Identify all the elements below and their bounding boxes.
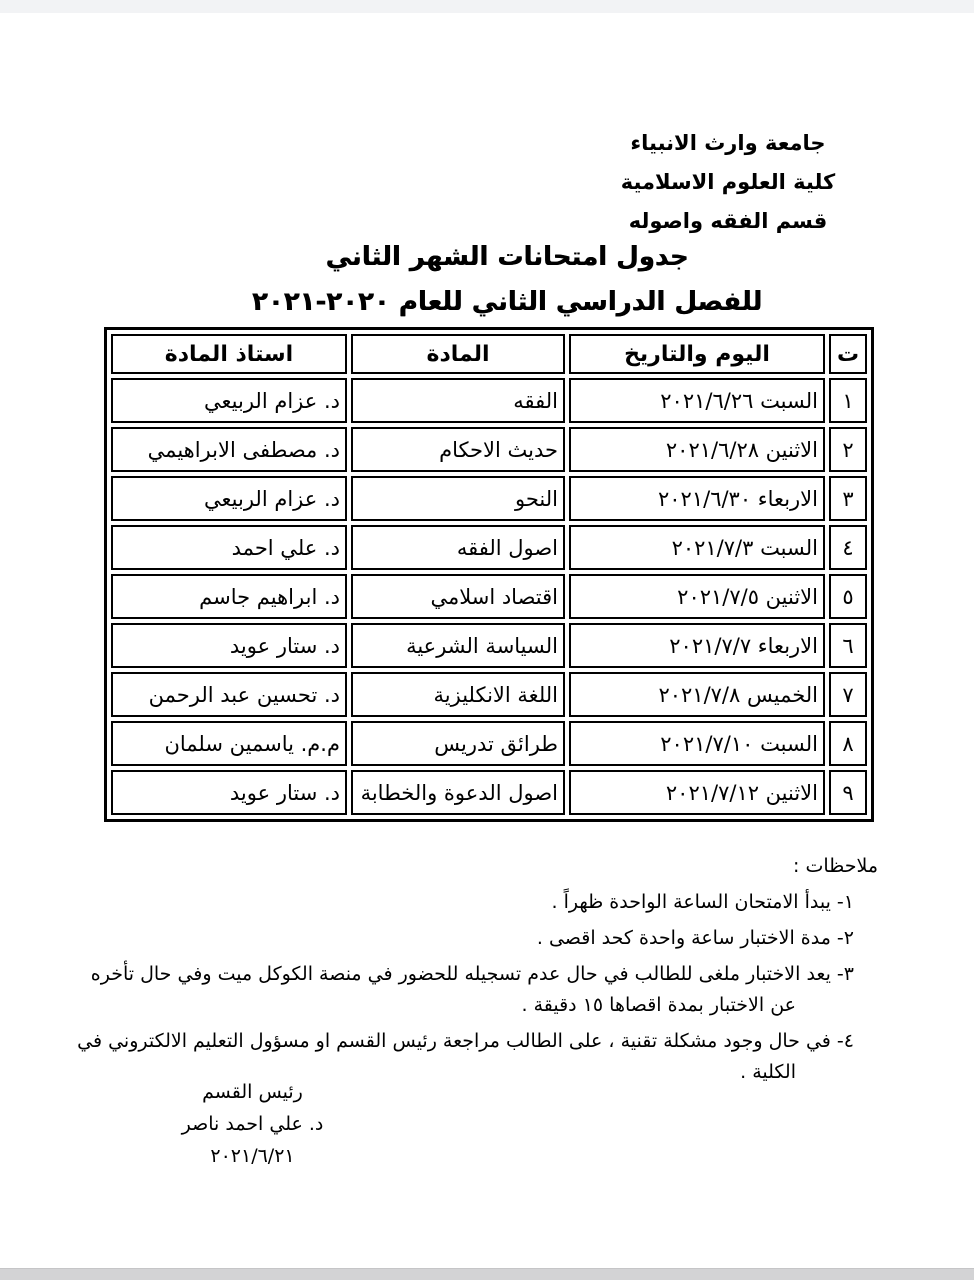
cell-date: الخميس ٢٠٢١/٧/٨ <box>569 672 825 717</box>
cell-teacher: د. عزام الربيعي <box>111 378 347 423</box>
notes-heading: ملاحظات : <box>793 855 878 877</box>
cell-no: ٩ <box>829 770 867 815</box>
cell-teacher: د. ابراهيم جاسم <box>111 574 347 619</box>
cell-subject: حديث الاحكام <box>351 427 565 472</box>
table-row <box>111 672 867 717</box>
note-text: يعد الاختبار ملغى للطالب في حال عدم تسجيله للحضور في منصة الكوكل ميت وفي حال تأخره عن الاختبار بمدة اقصاها ١٥ دقيقة . <box>90 963 831 1016</box>
note-item <box>60 887 854 918</box>
viewer-bottom-strip <box>0 1268 974 1280</box>
note-number: ٢- <box>836 927 854 949</box>
cell-no: ٥ <box>829 574 867 619</box>
cell-teacher: د. علي احمد <box>111 525 347 570</box>
cell-subject: السياسة الشرعية <box>351 623 565 668</box>
signature-name: د. علي احمد ناصر <box>181 1113 324 1135</box>
signature-block <box>160 1076 345 1172</box>
note-number: ٤- <box>836 1030 854 1052</box>
cell-no: ٤ <box>829 525 867 570</box>
cell-date: الاثنين ٢٠٢١/٦/٢٨ <box>569 427 825 472</box>
header-cell-date: اليوم والتاريخ <box>569 334 825 374</box>
cell-no: ١ <box>829 378 867 423</box>
cell-date: السبت ٢٠٢١/٧/١٠ <box>569 721 825 766</box>
table-header-row <box>111 334 867 374</box>
viewer-top-strip <box>0 0 974 13</box>
cell-subject: اصول الفقه <box>351 525 565 570</box>
signature-role: رئيس القسم <box>202 1081 303 1103</box>
cell-subject: اقتصاد اسلامي <box>351 574 565 619</box>
note-number: ١- <box>836 891 854 913</box>
cell-teacher: د. عزام الربيعي <box>111 476 347 521</box>
table-row <box>111 623 867 668</box>
cell-date: الاربعاء ٢٠٢١/٦/٣٠ <box>569 476 825 521</box>
note-text: في حال وجود مشكلة تقنية ، على الطالب مراجعة رئيس القسم او مسؤول التعليم الالكتروني في الكلية . <box>77 1030 831 1083</box>
table-row <box>111 770 867 815</box>
cell-date: السبت ٢٠٢١/٦/٢٦ <box>569 378 825 423</box>
note-text: مدة الاختبار ساعة واحدة كحد اقصى . <box>536 927 831 949</box>
note-number: ٣- <box>836 963 854 985</box>
cell-subject: اصول الدعوة والخطابة <box>351 770 565 815</box>
table-row <box>111 525 867 570</box>
org-department-line: قسم الفقه واصوله <box>628 209 828 233</box>
org-header <box>560 124 896 241</box>
schedule-title: جدول امتحانات الشهر الثاني <box>325 242 689 272</box>
cell-teacher: م.م. ياسمين سلمان <box>111 721 347 766</box>
table-row <box>111 427 867 472</box>
schedule-title-block <box>40 235 974 325</box>
exam-schedule-table <box>104 327 874 822</box>
header-cell-no: ت <box>829 334 867 374</box>
header-cell-teacher: استاذ المادة <box>111 334 347 374</box>
note-item <box>60 923 854 954</box>
cell-subject: الفقه <box>351 378 565 423</box>
table-row <box>111 721 867 766</box>
note-text: يبدأ الامتحان الساعة الواحدة ظهراً . <box>551 891 831 913</box>
note-item <box>60 959 854 1021</box>
cell-date: السبت ٢٠٢١/٧/٣ <box>569 525 825 570</box>
table-row <box>111 574 867 619</box>
cell-subject: النحو <box>351 476 565 521</box>
cell-subject: طرائق تدريس <box>351 721 565 766</box>
cell-no: ٢ <box>829 427 867 472</box>
cell-teacher: د. ستار عويد <box>111 770 347 815</box>
table-row <box>111 378 867 423</box>
org-college-line: كلية العلوم الاسلامية <box>620 170 836 194</box>
header-cell-subject: المادة <box>351 334 565 374</box>
cell-no: ٦ <box>829 623 867 668</box>
cell-teacher: د. ستار عويد <box>111 623 347 668</box>
cell-date: الاثنين ٢٠٢١/٧/١٢ <box>569 770 825 815</box>
org-university-line: جامعة وارث الانبياء <box>630 131 826 155</box>
cell-subject: اللغة الانكليزية <box>351 672 565 717</box>
signature-date: ٢٠٢١/٦/٢١ <box>210 1145 295 1167</box>
cell-teacher: د. مصطفى الابراهيمي <box>111 427 347 472</box>
cell-teacher: د. تحسين عبد الرحمن <box>111 672 347 717</box>
cell-no: ٧ <box>829 672 867 717</box>
cell-no: ٨ <box>829 721 867 766</box>
notes-section <box>60 850 878 1088</box>
cell-no: ٣ <box>829 476 867 521</box>
schedule-subtitle: للفصل الدراسي الثاني للعام ٢٠٢٠-٢٠٢١ <box>251 287 763 317</box>
cell-date: الاربعاء ٢٠٢١/٧/٧ <box>569 623 825 668</box>
cell-date: الاثنين ٢٠٢١/٧/٥ <box>569 574 825 619</box>
table-row <box>111 476 867 521</box>
